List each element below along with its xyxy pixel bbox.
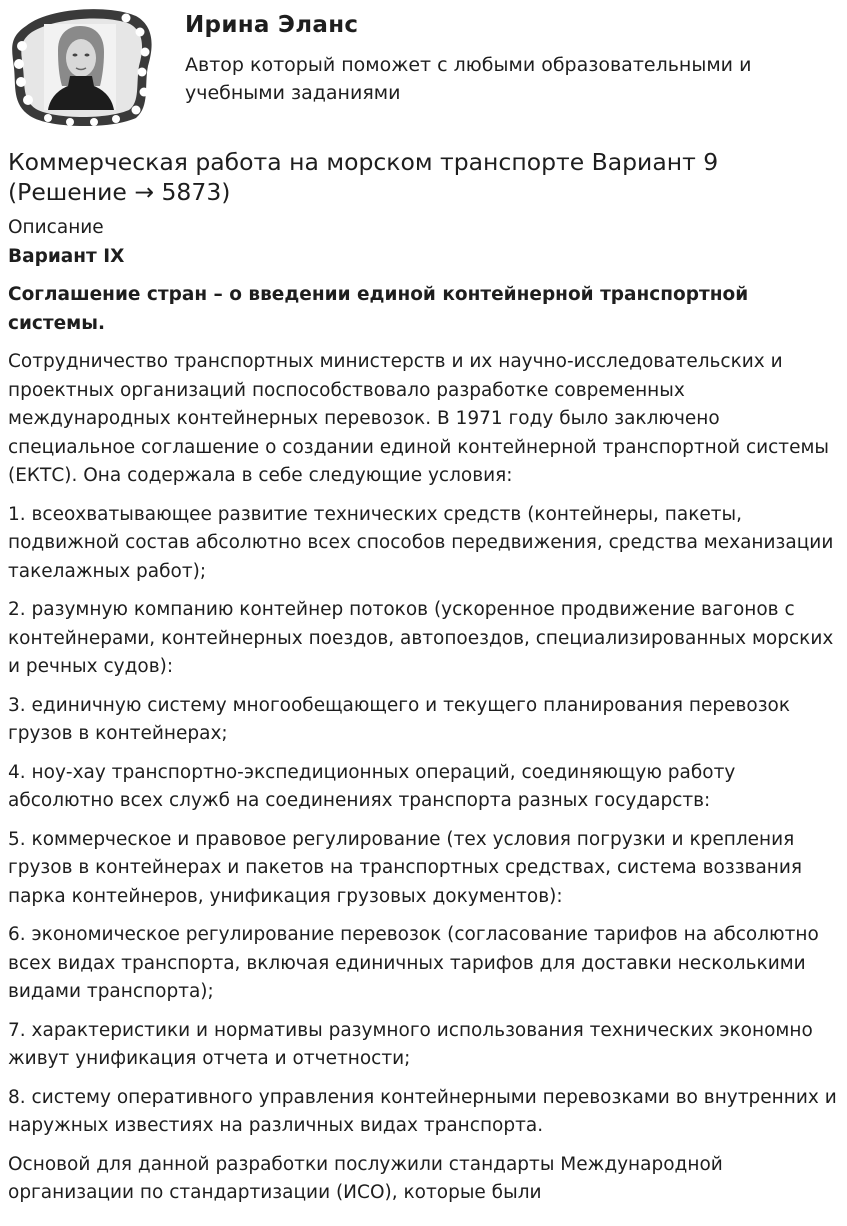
author-card xyxy=(8,6,839,128)
document-title: Коммерческая работа на морском транспорте Вариант 9 (Решение → 5873) xyxy=(8,148,719,206)
list-item: 8. систему оперативного управления контейнерными перевозками во внутренних и наружных известиях на различных видах транспорта. xyxy=(8,1086,837,1136)
list-item: 3. единичную систему многообещающего и текущего планирования перевозок грузов в контейнерах; xyxy=(8,694,791,744)
list-item: 1. всеохватывающее развитие технических средств (контейнеры, пакеты, подвижной состав абсолютно всех способов передвижения, средства механизации такелажных работ); xyxy=(8,503,834,582)
paragraph: Сотрудничество транспортных министерств и их научно-исследовательских и проектных организаций поспособствовало разработке современных международных контейнерных перевозок. В 1971 году было заключено специальное соглашение о создании единой контейнерной транспортной системы (ЕКТС). Она содержала в себе следующие условия: xyxy=(8,351,830,486)
author-name[interactable]: Ирина Эланс xyxy=(185,12,359,38)
portrait-icon xyxy=(44,24,116,110)
list-item: 7. характеристики и нормативы разумного использования технических экономно живут унификация отчета и отчетности; xyxy=(8,1019,813,1069)
author-description: Автор который поможет с любыми образовательными и учебными заданиями xyxy=(185,54,752,104)
list-item: 2. разумную компанию контейнер потоков (ускоренное продвижение вагонов с контейнерами, контейнерных поездов, автопоездов, специализированных морских и речных судов): xyxy=(8,599,834,677)
author-avatar[interactable] xyxy=(8,6,153,128)
list-item: 4. ноу-хау транспортно-экспедиционных операций, соединяющую работу абсолютно всех служб на соединениях транспорта разных государств: xyxy=(8,761,736,811)
list-item: 5. коммерческое и правовое регулирование (тех условия погрузки и крепления грузов в контейнерах и пакетов на транспортных средствах, система воззвания парка контейнеров, унификация грузовых документов): xyxy=(8,828,803,907)
variant-label: Вариант IX xyxy=(8,245,125,267)
paragraph: Основой для данной разработки послужили стандарты Международной организации по стандартизации (ИСО), которые были xyxy=(8,1153,723,1203)
section-heading: Соглашение стран – о введении единой контейнерной транспортной системы. xyxy=(8,284,749,334)
document-content xyxy=(8,214,844,1218)
description-label: Описание xyxy=(8,217,104,238)
list-item: 6. экономическое регулирование перевозок (согласование тарифов на абсолютно всех видах транспорта, включая единичных тарифов для доставки несколькими видами транспорта); xyxy=(8,924,819,1002)
